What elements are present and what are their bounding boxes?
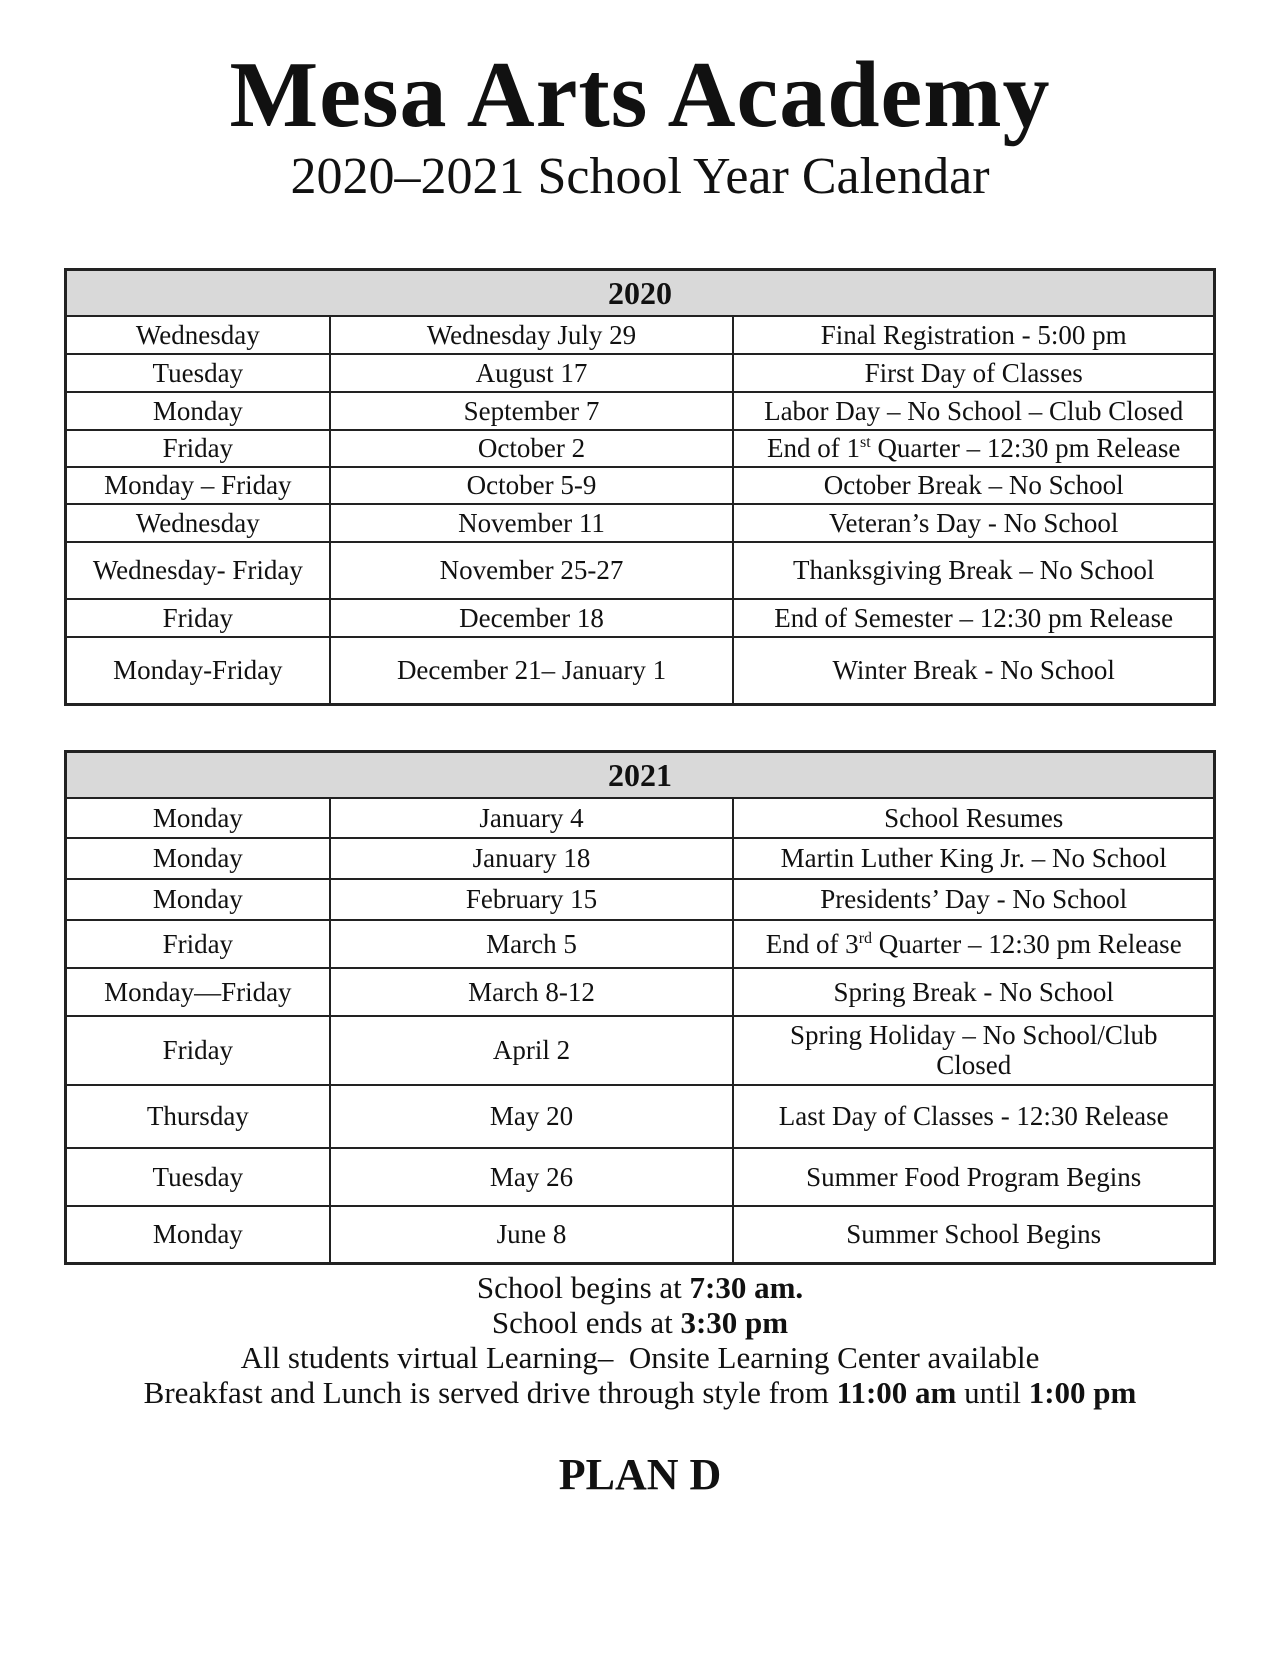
table-row	[66, 637, 1215, 705]
date-cell: June 8	[330, 1206, 734, 1264]
event-cell	[733, 920, 1214, 968]
date-cell: January 4	[330, 798, 734, 838]
note-text: Breakfast and Lunch is served drive through style from	[143, 1375, 837, 1410]
event-cell: First Day of Classes	[733, 354, 1214, 392]
table-row	[66, 599, 1215, 637]
event-cell: School Resumes	[733, 798, 1214, 838]
table-row	[66, 542, 1215, 599]
note-time: 7:30 am.	[689, 1270, 804, 1305]
table-row	[66, 1206, 1215, 1264]
note-time: 3:30 pm	[680, 1305, 789, 1340]
date-cell: November 25-27	[330, 542, 734, 599]
date-cell: March 8-12	[330, 968, 734, 1016]
date-cell: January 18	[330, 838, 734, 879]
note-text: School begins at	[476, 1270, 690, 1305]
day-cell: Monday	[66, 392, 330, 430]
school-ends-note	[0, 1305, 1280, 1340]
day-cell: Tuesday	[66, 1148, 330, 1206]
table-row	[66, 1148, 1215, 1206]
date-cell: March 5	[330, 920, 734, 968]
table-row	[66, 838, 1215, 879]
table-row	[66, 504, 1215, 542]
ordinal-suffix: st	[860, 434, 871, 451]
event-cell: Summer School Begins	[733, 1206, 1214, 1264]
date-cell: October 5-9	[330, 467, 734, 504]
event-cell: Veteran’s Day - No School	[733, 504, 1214, 542]
day-cell: Friday	[66, 599, 330, 637]
event-cell: Thanksgiving Break – No School	[733, 542, 1214, 599]
table-row	[66, 798, 1215, 838]
date-cell: December 18	[330, 599, 734, 637]
event-cell	[733, 1016, 1214, 1085]
table-row	[66, 316, 1215, 354]
meals-note	[0, 1375, 1280, 1410]
calendar-table-2020	[64, 268, 1216, 706]
note-time: 11:00 am	[836, 1375, 957, 1410]
day-cell: Monday	[66, 838, 330, 879]
table-row	[66, 354, 1215, 392]
day-cell: Wednesday	[66, 504, 330, 542]
note-text: School ends at	[491, 1305, 681, 1340]
date-cell: May 26	[330, 1148, 734, 1206]
note-text: until	[956, 1375, 1029, 1410]
event-cell: Spring Break - No School	[733, 968, 1214, 1016]
event-cell: Last Day of Classes - 12:30 Release	[733, 1085, 1214, 1148]
event-cell: October Break – No School	[733, 467, 1214, 504]
ordinal-suffix: rd	[858, 929, 873, 947]
table-row	[66, 920, 1215, 968]
date-cell: May 20	[330, 1085, 734, 1148]
day-cell: Friday	[66, 1016, 330, 1085]
table-year-header: 2021	[66, 752, 1215, 798]
day-cell: Friday	[66, 920, 330, 968]
schedule-notes	[0, 1270, 1280, 1410]
date-cell: October 2	[330, 430, 734, 467]
day-cell: Friday	[66, 430, 330, 467]
event-cell: Presidents’ Day - No School	[733, 879, 1214, 920]
event-cell	[733, 430, 1214, 467]
date-cell: February 15	[330, 879, 734, 920]
page-title: Mesa Arts Academy	[229, 43, 1051, 147]
date-cell: August 17	[330, 354, 734, 392]
day-cell: Monday—Friday	[66, 968, 330, 1016]
event-text: End of 1	[767, 433, 861, 463]
event-text: End of 3	[765, 928, 859, 959]
event-cell: Final Registration - 5:00 pm	[733, 316, 1214, 354]
calendar-table-2021	[64, 750, 1216, 1265]
table-row	[66, 467, 1215, 504]
table-row	[66, 430, 1215, 467]
table-row	[66, 879, 1215, 920]
day-cell: Monday	[66, 798, 330, 838]
day-cell: Monday	[66, 879, 330, 920]
day-cell: Thursday	[66, 1085, 330, 1148]
table-row	[66, 1016, 1215, 1085]
plan-label: PLAN D	[558, 1450, 722, 1499]
day-cell: Wednesday	[66, 316, 330, 354]
day-cell: Monday	[66, 1206, 330, 1264]
virtual-learning-note: All students virtual Learning– Onsite Learning Center available	[240, 1340, 1040, 1375]
day-cell: Tuesday	[66, 354, 330, 392]
date-cell: November 11	[330, 504, 734, 542]
day-cell: Wednesday- Friday	[66, 542, 330, 599]
event-cell: Martin Luther King Jr. – No School	[733, 838, 1214, 879]
note-time: 1:00 pm	[1028, 1375, 1137, 1410]
page-subtitle: 2020–2021 School Year Calendar	[290, 148, 990, 205]
event-cell: End of Semester – 12:30 pm Release	[733, 599, 1214, 637]
date-cell: Wednesday July 29	[330, 316, 734, 354]
event-text: Quarter – 12:30 pm Release	[872, 928, 1182, 959]
table-row	[66, 392, 1215, 430]
day-cell: Monday – Friday	[66, 467, 330, 504]
table-year-header: 2020	[66, 270, 1215, 316]
event-cell: Summer Food Program Begins	[733, 1148, 1214, 1206]
event-text: Spring Holiday – No School/Club	[789, 1020, 1158, 1050]
school-begins-note	[0, 1270, 1280, 1305]
date-cell: December 21– January 1	[330, 637, 734, 705]
event-text: Quarter – 12:30 pm Release	[870, 433, 1181, 463]
event-text: Closed	[936, 1050, 1012, 1080]
date-cell: September 7	[330, 392, 734, 430]
event-cell: Labor Day – No School – Club Closed	[733, 392, 1214, 430]
date-cell: April 2	[330, 1016, 734, 1085]
table-row	[66, 968, 1215, 1016]
day-cell: Monday-Friday	[66, 637, 330, 705]
event-cell: Winter Break - No School	[733, 637, 1214, 705]
table-row	[66, 1085, 1215, 1148]
